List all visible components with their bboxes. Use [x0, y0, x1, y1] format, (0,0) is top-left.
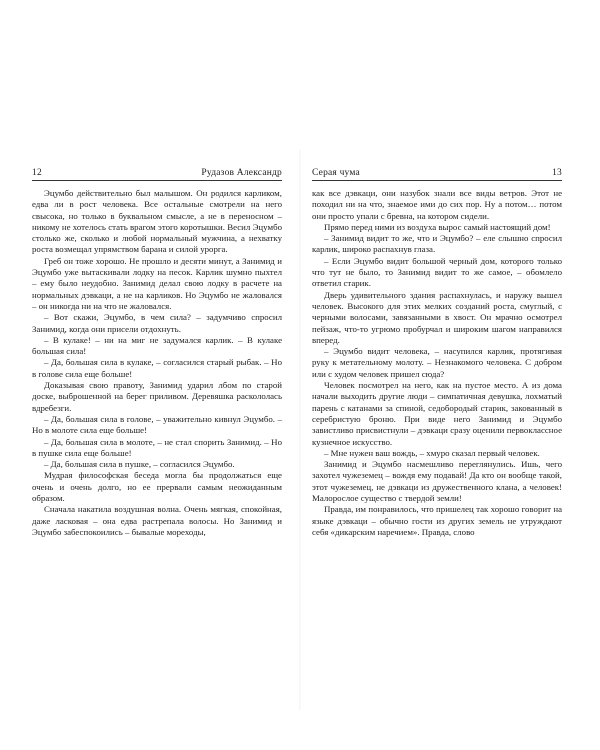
paragraph: – Да, большая сила в голове, – уважительно кивнул Эцумбо. – Но в молоте сила еще больше!: [32, 413, 282, 436]
right-page: [312, 166, 562, 538]
right-page-number: 13: [552, 168, 562, 178]
paragraph: Занимид и Эцумбо насмешливо переглянулись. Ишь, чего захотел чужеземец – вождя ему подавай! Да кто он вообще такой, этот чужеземец, не дэвкаци из дружественного клана, а человек! Малорослое существо с твердой земли!: [312, 459, 562, 504]
paragraph: Дверь удивительного здания распахнулась, и наружу вышел человек. Высокого для этих мелких созданий роста, смуглый, с черными волосами, завязанными в хвост. Он мрачно осмотрел пейзаж, что-то угрюмо пробурчал и широким шагом направился вперед.: [312, 289, 562, 345]
left-page-header: [32, 166, 282, 181]
paragraph: Греб он тоже хорошо. Не прошло и десяти минут, а Занимид и Эцумбо уже вытаскивали лодку на песок. Карлик шумно пыхтел – ему было неудобно. Занимид делал свою лодку в расчете на нормальных дэвкаци, а не на карликов. Но Эцумбо не жаловался – он никогда ни на что не жаловался.: [32, 255, 282, 311]
left-page-number: 12: [32, 168, 42, 178]
paragraph: Правда, им понравилось, что пришелец так хорошо говорит на языке дэвкаци – обычно гости из других земель не утруждают себя «дикарским наречием». Правда, слово: [312, 504, 562, 537]
paragraph: – В кулаке! – ни на миг не задумался карлик. – В кулаке большая сила!: [32, 334, 282, 357]
book-gutter: [299, 150, 301, 710]
right-running-head: Серая чума: [312, 168, 360, 178]
paragraph: Доказывая свою правоту, Занимид ударил лбом по старой доске, выброшенной на берег приливом. Деревяшка раскололась вдребезги.: [32, 380, 282, 413]
paragraph: – Мне нужен ваш вождь, – хмуро сказал первый человек.: [324, 447, 540, 458]
paragraph: – Эцумбо видит человека, – насупился карлик, протягивая руку к метательному молоту. – Незнакомого человека. С добром или с худом человек пришел сюда?: [312, 346, 562, 379]
paragraph: – Вот скажи, Эцумбо, в чем сила? – задумчиво спросил Занимид, когда они присели отдохнуть.: [32, 312, 282, 334]
paragraph: Сначала накатила воздушная волна. Очень мягкая, спокойная, даже ласковая – она едва растрепала волосы. Но Занимид и Эцумбо забеспокоились – бывалые мореходы,: [32, 504, 282, 537]
left-running-head: Рудазов Александр: [201, 168, 282, 178]
paragraph: Мудрая философская беседа могла бы продолжаться еще очень и очень долго, но ее прервали самым неожиданным образом.: [32, 470, 282, 504]
paragraph: – Да, большая сила в кулаке, – согласился старый рыбак. – Но в голове сила еще больше!: [32, 357, 282, 379]
paragraph: как все дэвкаци, они назубок знали все виды ветров. Этот не походил ни на что, знаемое ими до сих пор. Ну а потом… потом они просто упали с бревна, на котором сидели.: [312, 188, 562, 221]
right-page-header: [312, 166, 562, 181]
paragraph: – Занимид видит то же, что и Эцумбо? – еле слышно спросил карлик, широко распахнув глаза.: [312, 233, 562, 255]
paragraph: Человек посмотрел на него, как на пустое место. А из дома начали выходить другие люди – симпатичная девушка, лохматый парень с катанами за спиной, седобородый старик, закованный в серебристую броню. При виде него Занимид и Эцумбо завистливо присвистнули – дэвкаци сразу оценили первоклассное кузнечное искусство.: [312, 380, 562, 447]
paragraph: Прямо перед ними из воздуха вырос самый настоящий дом!: [324, 221, 551, 232]
paragraph: Эцумбо действительно был малышом. Он родился карликом, едва ли в рост человека. Все остальные смотрели на него свысока, но только в буквальном смысле, а не в переносном – никому не хотелось стать врагом этого коротышки. Весил Эцумбо столько же, сколько и любой нормальный мужчина, а нехватку роста возмещал упрямством барана и силой урорга.: [32, 188, 282, 255]
right-page-text: [312, 188, 562, 538]
left-page: [32, 166, 282, 538]
paragraph: – Да, большая сила в пушке, – согласился Эцумбо.: [44, 459, 235, 470]
left-page-text: [32, 188, 282, 538]
paragraph: – Если Эцумбо видит большой черный дом, которого только что тут не было, то Занимид видит то же самое, – обомлело ответил старик.: [312, 255, 562, 289]
paragraph: – Да, большая сила в молоте, – не стал спорить Занимид. – Но в пушке сила еще больше!: [32, 436, 282, 458]
